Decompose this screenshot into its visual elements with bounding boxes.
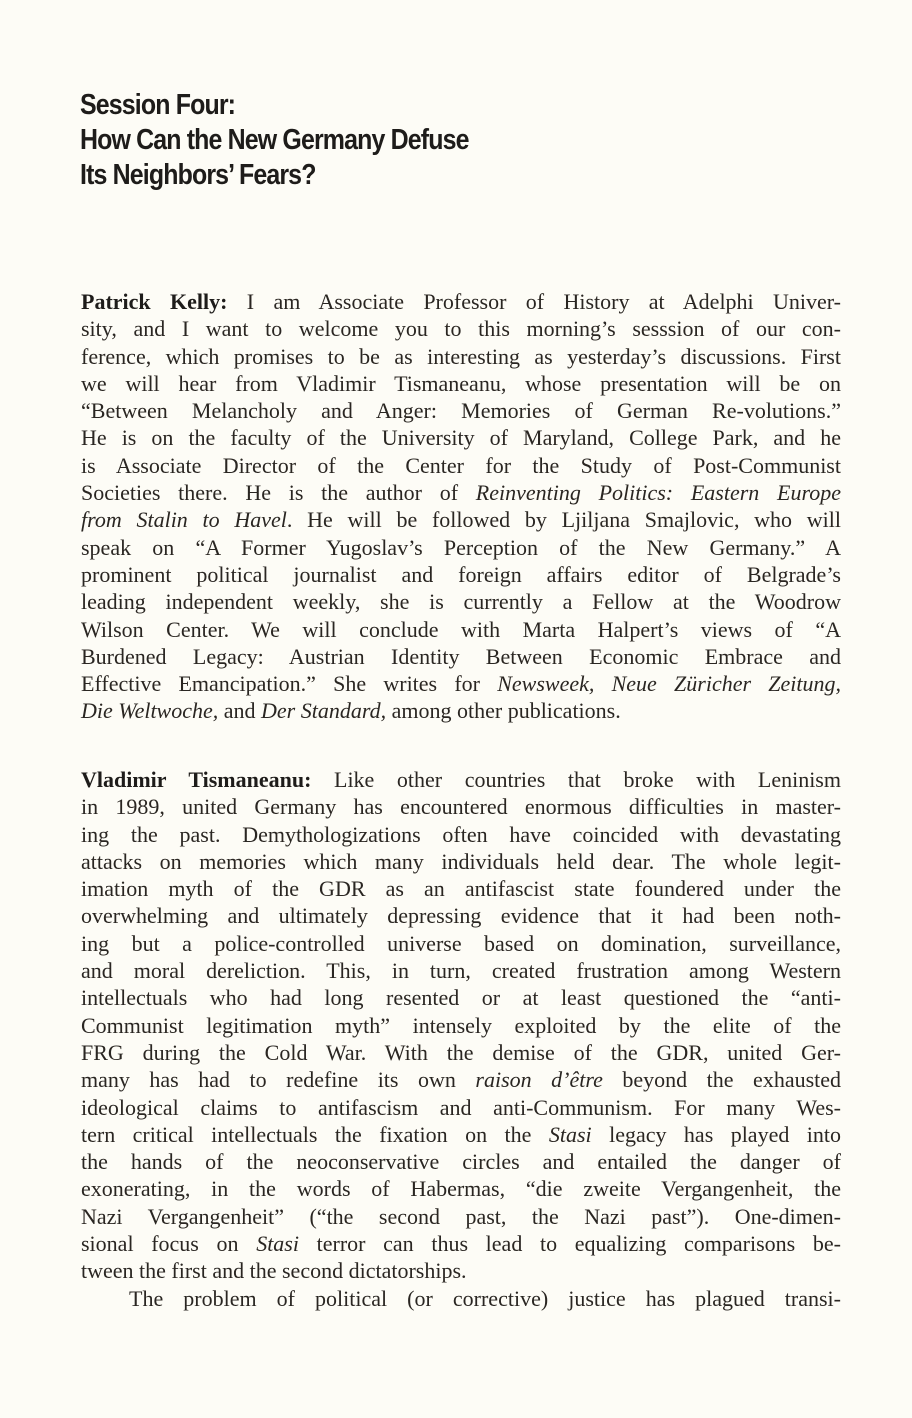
- text-line: [81, 315, 841, 342]
- text-run: ideological claims to antifascism and anti-Communism. For many Wes-: [81, 1094, 841, 1120]
- text-run: ing but a police-controlled universe based on domination, surveillance,: [81, 930, 841, 956]
- italic-title: Stasi: [548, 1121, 592, 1147]
- speaker-name: Vladimir Tismaneanu:: [81, 767, 312, 792]
- text-line: [81, 1285, 841, 1312]
- text-run: terror can thus lead to equalizing comparisons be-: [298, 1231, 841, 1257]
- text-line: [81, 1121, 841, 1148]
- text-line: [81, 670, 841, 697]
- text-run: Communist legitimation myth” intensely exploited by the elite of the: [81, 1012, 841, 1038]
- text-run: many has had to redefine its own: [81, 1067, 476, 1093]
- text-run: ing the past. Demythologizations often have coincided with devastating: [81, 821, 841, 847]
- text-line: [81, 479, 841, 506]
- text-run: intellectuals who had long resented or at least questioned the “anti-: [81, 985, 841, 1011]
- text-run: sity, and I want to welcome you to this morning’s sesssion of our con-: [81, 316, 841, 342]
- text-run: Effective Emancipation.” She writes for: [81, 671, 498, 697]
- text-line: [81, 1230, 841, 1257]
- text-line: [81, 821, 841, 848]
- text-line: [81, 643, 841, 670]
- text-line: [81, 370, 841, 397]
- italic-title: Der Standard,: [261, 698, 387, 724]
- text-run: attacks on memories which many individuals held dear. The whole legit-: [81, 848, 841, 874]
- text-run: and: [218, 698, 262, 724]
- text-line: [81, 697, 841, 724]
- text-line: [81, 561, 841, 588]
- text-run: beyond the exhausted: [602, 1067, 842, 1093]
- text-run: in 1989, united Germany has encountered enormous difficulties in master-: [81, 794, 841, 820]
- speaker-name: Patrick Kelly:: [81, 289, 228, 314]
- italic-title: from Stalin to Havel: [81, 507, 287, 533]
- text-run: among other publications.: [386, 698, 621, 724]
- italic-title: Stasi: [256, 1231, 299, 1257]
- text-line: [81, 452, 841, 479]
- text-line: [81, 343, 841, 370]
- text-run: He is on the faculty of the University of Maryland, College Park, and he: [81, 425, 841, 451]
- text-line: [81, 397, 841, 424]
- italic-title: Die Weltwoche,: [81, 698, 219, 724]
- text-run: imation myth of the GDR as an antifascist state foundered under the: [81, 876, 841, 902]
- paragraph-patrick-kelly: [81, 288, 841, 725]
- text-run: the hands of the neoconservative circles and entailed the danger of: [81, 1149, 841, 1175]
- text-run: Wilson Center. We will conclude with Marta Halpert’s views of “A: [81, 616, 841, 642]
- text-line: [81, 1039, 841, 1066]
- text-run: Like other countries that broke with Leninism: [311, 767, 841, 792]
- title-line: How Can the New Germany Defuse: [80, 124, 469, 156]
- text-line: [81, 848, 841, 875]
- text-line: [81, 424, 841, 451]
- text-run: Nazi Vergangenheit” (“the second past, the Nazi past”). One-dimen-: [81, 1203, 841, 1229]
- text-line: [81, 1066, 841, 1093]
- text-line: [81, 957, 841, 984]
- italic-title: Reinventing Politics: Eastern Europe: [475, 480, 841, 506]
- session-title: [80, 88, 469, 193]
- text-run: tern critical intellectuals the fixation on the: [81, 1121, 549, 1147]
- title-line: Session Four:: [80, 89, 236, 121]
- text-line: [81, 766, 841, 793]
- text-run: legacy has played into: [591, 1121, 842, 1147]
- text-line: [81, 288, 841, 315]
- text-run: speak on “A Former Yugoslav’s Perception of the New Germany.” A: [81, 534, 841, 560]
- italic-title: Newsweek, Neue Züricher Zeitung,: [497, 671, 841, 697]
- text-line: [81, 902, 841, 929]
- text-line: [81, 984, 841, 1011]
- text-line: [81, 1175, 841, 1202]
- text-line: [81, 1203, 841, 1230]
- text-line: [81, 506, 841, 533]
- text-line: [81, 1012, 841, 1039]
- text-run: tween the first and the second dictatorships.: [81, 1258, 467, 1284]
- text-run: prominent political journalist and foreign affairs editor of Belgrade’s: [81, 561, 841, 587]
- italic-title: raison d’être: [475, 1067, 603, 1093]
- text-line: [81, 1257, 841, 1284]
- text-run: The problem of political (or corrective) justice has plagued transi-: [129, 1285, 841, 1311]
- title-line: Its Neighbors’ Fears?: [80, 159, 316, 191]
- text-run: and moral dereliction. This, in turn, created frustration among Western: [81, 958, 841, 984]
- text-line: [81, 1148, 841, 1175]
- text-run: exonerating, in the words of Habermas, “die zweite Vergangenheit, the: [81, 1176, 841, 1202]
- text-line: [81, 616, 841, 643]
- text-run: we will hear from Vladimir Tismaneanu, whose presentation will be on: [81, 370, 841, 396]
- text-line: [81, 588, 841, 615]
- text-run: ference, which promises to be as interesting as yesterday’s discussions. First: [81, 343, 841, 369]
- text-run: sional focus on: [81, 1231, 257, 1257]
- text-line: [81, 1094, 841, 1121]
- text-run: . He will be followed by Ljiljana Smajlovic, who will: [286, 507, 841, 533]
- text-line: [81, 793, 841, 820]
- text-run: Societies there. He is the author of: [81, 480, 476, 506]
- text-line: [81, 875, 841, 902]
- paragraph-vladimir-tismaneanu: [81, 766, 841, 1312]
- text-run: I am Associate Professor of History at Adelphi Univer-: [227, 289, 841, 314]
- text-run: FRG during the Cold War. With the demise of the GDR, united Ger-: [81, 1039, 841, 1065]
- text-line: [81, 534, 841, 561]
- text-run: Burdened Legacy: Austrian Identity Between Economic Embrace and: [81, 643, 841, 669]
- text-run: leading independent weekly, she is currently a Fellow at the Woodrow: [81, 589, 841, 615]
- text-line: [81, 930, 841, 957]
- text-run: is Associate Director of the Center for the Study of Post-Communist: [81, 452, 841, 478]
- text-run: “Between Melancholy and Anger: Memories of German Re-volutions.”: [81, 398, 841, 424]
- text-run: overwhelming and ultimately depressing evidence that it had been noth-: [81, 903, 841, 929]
